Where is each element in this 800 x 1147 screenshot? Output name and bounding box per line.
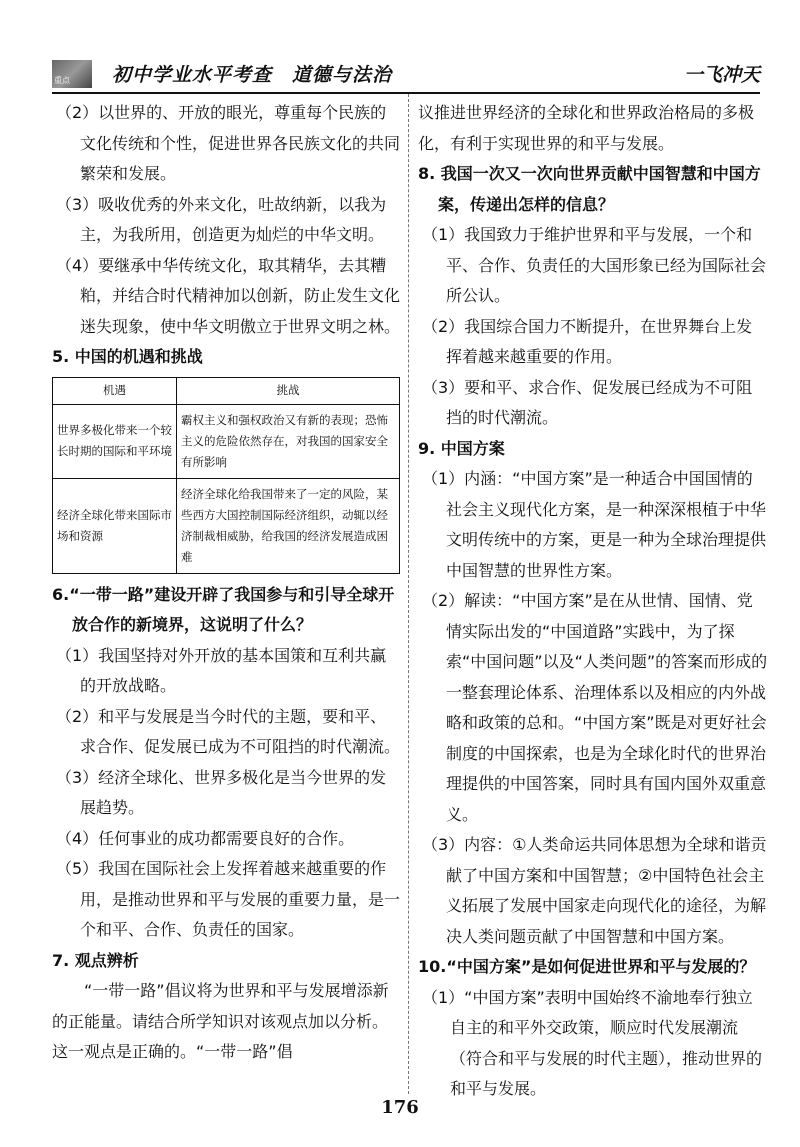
question-10-title: 10.“中国方案”是如何促进世界和平与发展的？: [418, 957, 756, 976]
question-6-title: 6.“一带一路”建设开辟了我国参与和引导全球开放合作的新境界，这说明了什么？: [52, 584, 395, 634]
list-item: （3）经济全球化、世界多极化是当今世界的发展趋势。: [56, 767, 387, 817]
list-item: （3）内容：①人类命运共同体思想为全球和谐贡献了中国方案和中国智慧；②中国特色社会主义拓展了发展中国家走向现代化的途径，为解决人类问题贡献了中国智慧和中国方案。: [422, 835, 767, 946]
list-item: （2）解读：“中国方案”是在从世情、国情、党情实际出发的“中国道路”实践中，为了探索“中国问题”以及“人类问题”的答案而形成的一整套理论体系、治理体系以及相应的内外战略和政策的总和。“中国方案”既是对更好社会制度的中国探索，也是为全球化时代的世界治理提供的中国答案，同时具有国内国外双重意义。: [422, 591, 768, 824]
list-item: （4）任何事业的成功都需要良好的合作。: [56, 828, 355, 848]
continued-paragraph: 议推进世界经济的全球化和世界政治格局的多极化，有利于实现世界的和平与发展。: [418, 103, 755, 153]
list-item: （1）“中国方案”表明中国始终不渝地奉行独立自主的和平外交政策，顺应时代发展潮流（符合和平与发展的时代主题），推动世界的和平与发展。: [422, 987, 763, 1098]
question-8-title: 8. 我国一次又一次向世界贡献中国智慧和中国方案，传递出怎样的信息？: [418, 164, 761, 214]
question-9-title: 9. 中国方案: [418, 438, 505, 458]
logo-icon: [52, 60, 92, 88]
list-item: （2）我国综合国力不断提升，在世界舞台上发挥着越来越重要的作用。: [422, 316, 753, 366]
list-item: （1）我国致力于维护世界和平与发展，一个和平、合作、负责任的大国形象已经为国际社会所公认。: [422, 225, 767, 305]
list-item: （5）我国在国际社会上发挥着越来越重要的作用，是推动世界和平与发展的重要力量，是一个和平、合作、负责任的国家。: [56, 859, 401, 939]
left-column: [52, 98, 402, 1068]
list-item: （3）吸收优秀的外来文化，吐故纳新，以我为主，为我所用，创造更为灿烂的中华文明。: [56, 194, 387, 244]
page-header: [52, 58, 760, 94]
list-item: （1）我国坚持对外开放的基本国策和互利共赢的开放战略。: [56, 645, 387, 695]
column-divider: [408, 94, 409, 1094]
question-7-title: 7. 观点辨析: [52, 950, 139, 970]
opportunity-challenge-table: [52, 377, 400, 574]
table-row: [53, 478, 400, 573]
question-7-paragraph: “一带一路”倡议将为世界和平与发展增添新的正能量。请结合所学知识对该观点加以分析。这一观点是正确的。“一带一路”倡: [52, 981, 389, 1061]
list-item: （2）和平与发展是当今时代的主题，要和平、求合作、促发展已成为不可阻挡的时代潮流。: [56, 706, 401, 756]
table-cell: 经济全球化给我国带来了一定的风险，某些西方大国控制国际经济组织，动辄以经济制裁相威胁，给我国的经济发展造成困难: [177, 478, 400, 573]
book-title: 初中学业水平考查 道德与法治: [112, 64, 393, 86]
table-cell: 霸权主义和强权政治又有新的表现；恐怖主义的危险依然存在，对我国的国家安全有所影响: [177, 404, 400, 478]
table-header-row: [53, 377, 400, 404]
table-header-cell: 机遇: [53, 377, 177, 404]
table-row: [53, 404, 400, 478]
list-item: （1）内涵：“中国方案”是一种适合中国国情的社会主义现代化方案，是一种深深根植于中华文明传统中的方案，更是一种为全球治理提供中国智慧的世界性方案。: [422, 469, 767, 580]
table-cell: 世界多极化带来一个较长时期的国际和平环境: [53, 404, 177, 478]
series-title: 一飞冲天: [683, 64, 760, 86]
list-item: （3）要和平、求合作、促发展已经成为不可阻挡的时代潮流。: [422, 377, 753, 427]
logo-text: 重点: [54, 76, 70, 85]
table-cell: 经济全球化带来国际市场和资源: [53, 478, 177, 573]
page-number: 176: [381, 1097, 419, 1118]
list-item: （2）以世界的、开放的眼光，尊重每个民族的文化传统和个性，促进世界各民族文化的共同繁荣和发展。: [56, 103, 401, 183]
list-item: （4）要继承中华传统文化，取其精华，去其糟粕，并结合时代精神加以创新，防止发生文化迷失现象，使中华文明傲立于世界文明之林。: [56, 255, 401, 336]
question-5-title: 5. 中国的机遇和挑战: [52, 347, 203, 366]
table-header-cell: 挑战: [177, 377, 400, 404]
right-column: [418, 98, 768, 1105]
